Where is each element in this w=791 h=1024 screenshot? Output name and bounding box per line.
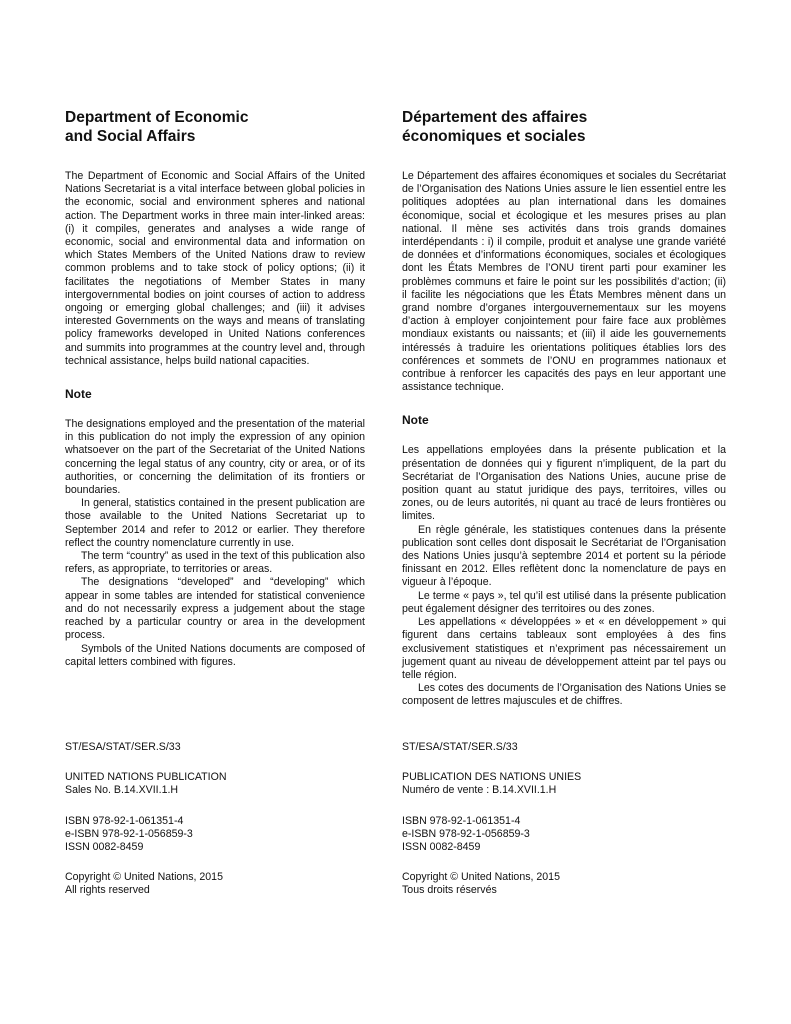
note-heading-en: Note (65, 387, 92, 402)
document-symbol: ST/ESA/STAT/SER.S/33 (402, 741, 518, 753)
title-line-2: and Social Affairs (65, 128, 196, 145)
isbn: ISBN 978-92-1-061351-4 (65, 814, 184, 827)
publication-label: PUBLICATION DES NATIONS UNIES (402, 771, 582, 784)
copyright: Copyright © United Nations, 2015 (65, 871, 223, 884)
english-column (65, 108, 365, 669)
note-paragraph: Les appellations employées dans la présente publication et la présentation de données qui y figurent n’impliquent, de la part du Secrétariat de l’Organisation des Nations Unies, aucune prise de position quant au statut juridique des pays, territoires, villes ou zones, ou de leurs autorités, ni quant au tracé de leurs frontières ou limites. (402, 444, 726, 523)
publication-info-en (65, 741, 226, 915)
title-line-2: économiques et sociales (402, 128, 586, 145)
intro-paragraph-fr: Le Département des affaires économiques et sociales du Secrétariat de l’Organisation des Nations Unies assure le lien essentiel entre les politiques adoptées au plan international dans les domaines économique, social et écologique et les mesures prises au plan national. Il mène ses activités dans trois grands domaines interdépendants : i) il compile, produit et analyse une grande variété de données et d’informations économiques, sociales et écologiques dont les États Membres de l’ONU tirent parti pour examiner les problèmes communs et faire le point sur les possibilités d’action; (ii) il facilite les négociations que les États Membres mènent dans un grand nombre d’organes intergouvernementaux sur les moyens d’action à employer conjointement pour faire face aux problèmes mondiaux existants ou naissants; et (iii) il aide les gouvernements intéressés à traduire les orientations politiques établies lors des conférences et sommets de l’ONU en programmes nationaux et contribue à renforcer les capacités des pays en leur apportant une assistance technique. (402, 170, 726, 394)
note-paragraph: In general, statistics contained in the present publication are those available to the United Nations Secretariat up to September 2014 and refer to 2012 or earlier. They therefore reflect the country nomenclature currently in use. (65, 497, 365, 549)
title-line-1: Department of Economic (65, 109, 249, 126)
rights-reserved: All rights reserved (65, 884, 150, 897)
note-heading-fr: Note (402, 413, 429, 428)
note-paragraph: En règle générale, les statistiques contenues dans la présente publication sont celles dont disposait le Secrétariat de l’Organisation des Nations Unies jusqu’à septembre 2014 et portent su la période finissant en 2012. Elles reflètent donc la nomenclature de pays en vigueur à l’époque. (402, 523, 726, 589)
issn: ISSN 0082-8459 (402, 841, 481, 854)
rights-reserved: Tous droits réservés (402, 884, 497, 897)
e-isbn: e-ISBN 978-92-1-056859-3 (402, 827, 530, 840)
e-isbn: e-ISBN 978-92-1-056859-3 (65, 827, 193, 840)
sales-number: Numéro de vente : B.14.XVII.1.H (402, 784, 557, 797)
department-title-en (65, 108, 365, 146)
copyright: Copyright © United Nations, 2015 (402, 871, 560, 884)
publication-info-fr (402, 741, 581, 915)
department-title-fr (402, 108, 726, 146)
note-paragraph: Symbols of the United Nations documents are composed of capital letters combined with figures. (65, 642, 365, 668)
french-column (402, 108, 726, 709)
note-paragraph: Le terme « pays », tel qu’il est utilisé dans la présente publication peut également désigner des territoires ou des zones. (402, 589, 726, 615)
isbn: ISBN 978-92-1-061351-4 (402, 814, 521, 827)
sales-number: Sales No. B.14.XVII.1.H (65, 784, 179, 797)
issn: ISSN 0082-8459 (65, 841, 144, 854)
note-paragraph: The term “country” as used in the text of this publication also refers, as appropriate, to territories or areas. (65, 550, 365, 576)
document-symbol: ST/ESA/STAT/SER.S/33 (65, 741, 181, 753)
intro-paragraph-en: The Department of Economic and Social Affairs of the United Nations Secretariat is a vital interface between global policies in the economic, social and environment spheres and national action. The Department works in three main inter-linked areas: (i) it compiles, generates and analyses a wide range of economic, social and environmental data and information on which States Members of the United Nations draw to review common problems and to take stock of policy options; (ii) it facilitates the negotiations of Member States in many intergovernmental bodies on joint courses of action to address ongoing or emerging global challenges; and (iii) it advises interested Governments on the ways and means of translating policy frameworks developed in United Nations conferences and summits into programmes at the country level and, through technical assistance, helps build national capacities. (65, 170, 365, 367)
note-paragraph: Les appellations « développées » et « en développement » qui figurent dans certains tableaux sont employées à des fins exclusivement statistiques et n’expriment pas nécessairement un jugement quant au niveau de développement atteint par tel pays ou telle région. (402, 616, 726, 681)
note-paragraph: Les cotes des documents de l’Organisation des Nations Unies se composent de lettres majuscules et de chiffres. (402, 682, 726, 708)
publication-label: UNITED NATIONS PUBLICATION (65, 771, 227, 784)
title-line-1: Département des affaires (402, 109, 588, 126)
note-paragraph: The designations “developed” and “developing” which appear in some tables are intended for statistical convenience and do not necessarily express a judgement about the stage reached by a particular country or area in the development process. (65, 576, 365, 642)
note-paragraph: The designations employed and the presentation of the material in this publication do not imply the expression of any opinion whatsoever on the part of the Secretariat of the United Nations concerning the legal status of any country, city or area, or of its authorities, or concerning the delimitation of its frontiers or boundaries. (65, 418, 365, 497)
